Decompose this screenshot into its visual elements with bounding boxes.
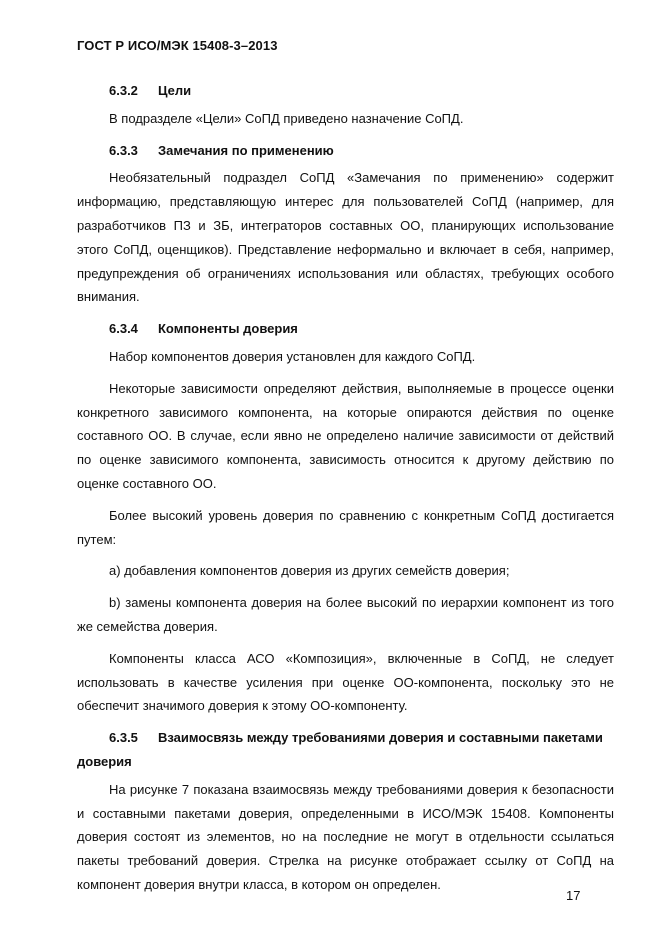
page-number: 17 [566,888,581,903]
section-number: 6.3.4 [109,321,138,337]
section-title: Замечания по применению [158,142,334,158]
paragraph: На рисунке 7 показана взаимосвязь между требованиями доверия к безопасности и составными пакетами доверия, определенными в ИСО/МЭК 15408. Компоненты доверия состоят из элементов, но на последние не могут в отдельности ссылаться пакеты требований доверия. Стрелка на рисунке отображает ссылку от СоПД на компонент доверия внутри класса, в котором он определен. [77,781,614,892]
section-heading-6-3-3 [77,139,614,163]
paragraph: Набор компонентов доверия установлен для каждого СоПД. [109,348,476,364]
list-item: b) замены компонента доверия на более высокий по иерархии компонент из того же семейства доверия. [77,595,614,634]
section-number: 6.3.3 [109,142,138,158]
section-title: Цели [158,83,192,98]
list-item: а) добавления компонентов доверия из других семейств доверия; [109,563,510,579]
section-heading-6-3-2 [77,79,614,103]
paragraph: В подразделе «Цели» СоПД приведено назначение СоПД. [109,110,464,126]
section-heading-6-3-5 [77,726,614,774]
section-heading-6-3-4 [77,317,614,341]
document-header: ГОСТ Р ИСО/МЭК 15408-3–2013 [77,38,278,53]
paragraph: Более высокий уровень доверия по сравнению с конкретным СоПД достигается путем: [77,507,614,547]
section-number: 6.3.5 [109,730,138,746]
paragraph: Компоненты класса АСО «Композиция», включенные в СоПД, не следует использовать в качестве усиления при оценке ОО-компонента, поскольку это не обеспечит значимого доверия к этому ОО-компоненту. [77,650,614,714]
section-number: 6.3.2 [109,83,138,98]
paragraph: Необязательный подраздел СоПД «Замечания по применению» содержит информацию, представляющую интерес для пользователей СоПД (например, для разработчиков ПЗ и ЗБ, интеграторов составных ОО, планирующих использование этого СоПД, оценщиков). Представление неформально и включает в себя, например, предупреждения об ограничениях использования или областях, требующих особого внимания. [77,170,614,305]
page-content [77,79,614,905]
section-title: Компоненты доверия [158,321,298,337]
section-title: Взаимосвязь между требованиями доверия и составными пакетами доверия [77,730,603,769]
paragraph: Некоторые зависимости определяют действия, выполняемые в процессе оценки конкретного зависимого компонента, на которые опираются действия по оценке составного ОО. В случае, если явно не определено наличие зависимости от действий по оценке зависимого компонента, зависимость относится к другому действию по оценке составного ОО. [77,380,614,491]
